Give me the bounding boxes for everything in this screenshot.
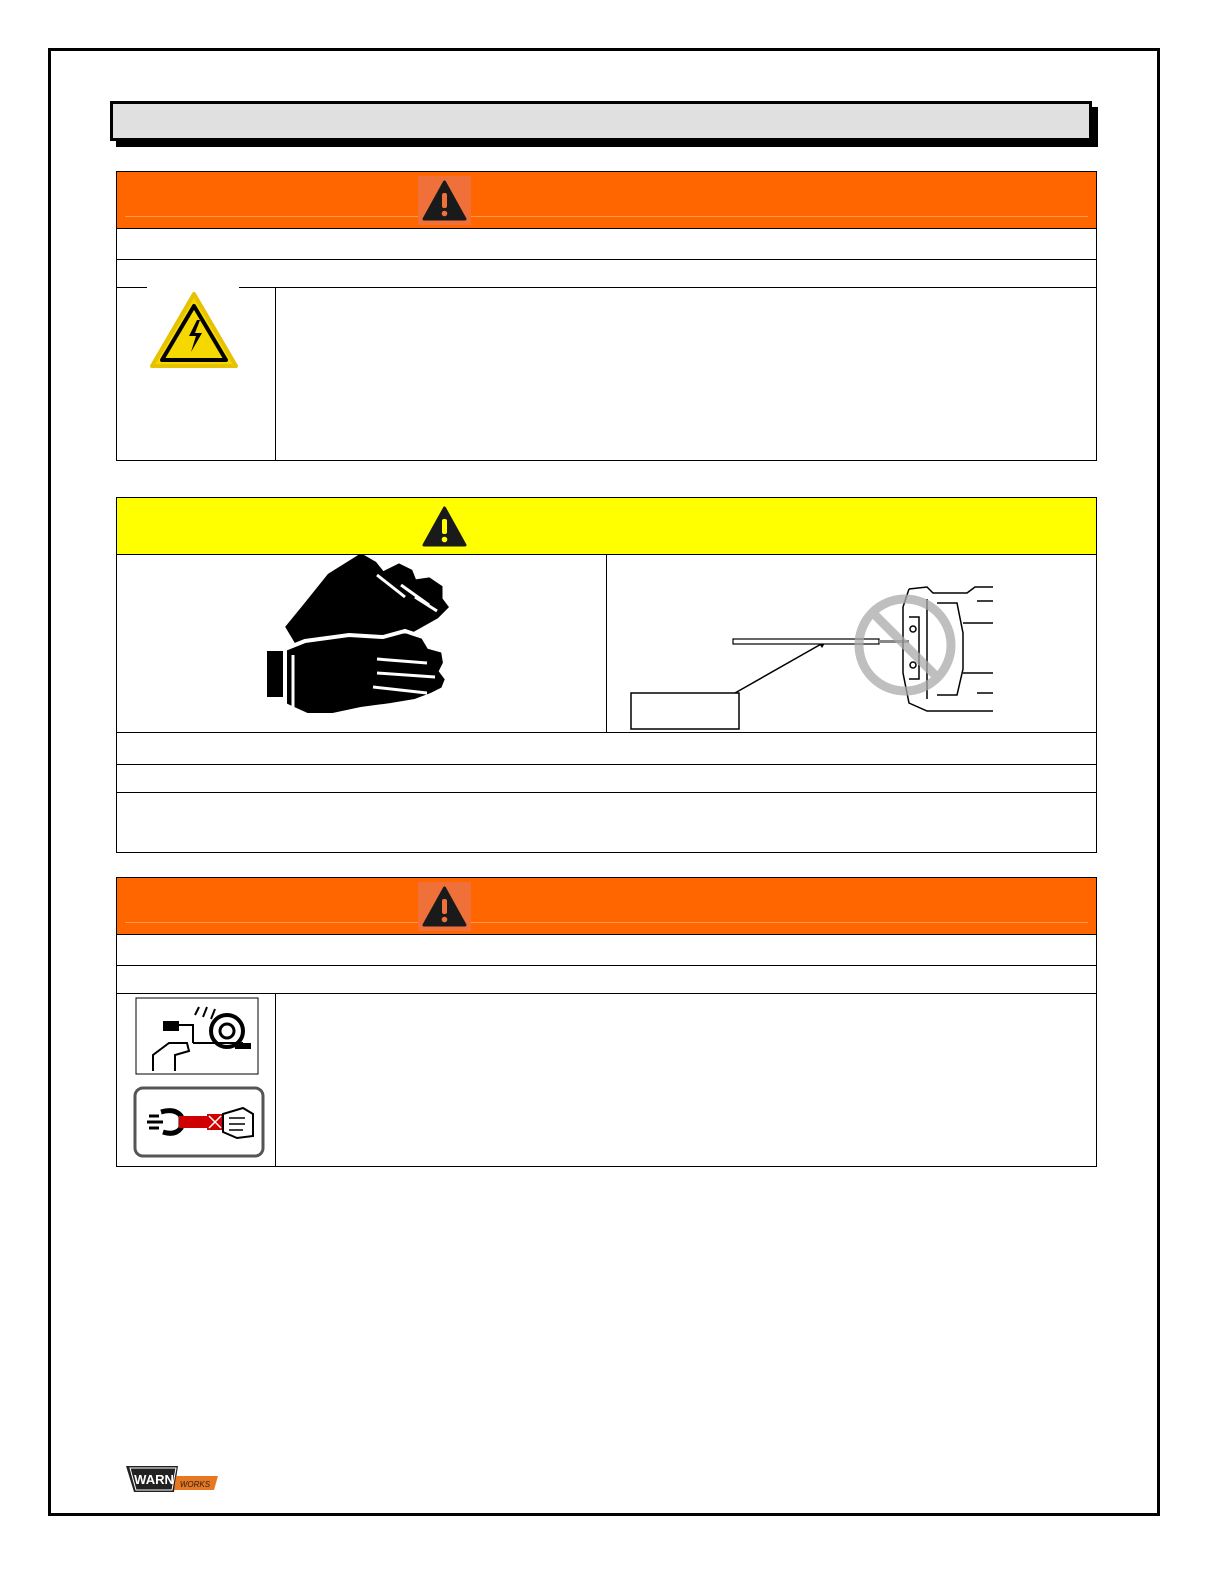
caution-panel-gloves — [116, 497, 1097, 853]
svg-text:WARN: WARN — [134, 1472, 174, 1487]
cable-cell — [607, 555, 1096, 732]
warning-panel-entanglement — [116, 877, 1097, 1167]
svg-text:WORKS: WORKS — [179, 1480, 211, 1489]
warning-title-row — [117, 229, 1096, 260]
warning-icon-cell — [117, 994, 276, 1166]
alert-triangle-icon — [418, 882, 471, 931]
gloves-icon — [265, 555, 455, 727]
warning-header — [117, 172, 1096, 229]
warning-body-row — [117, 288, 1096, 460]
warning-subtitle-row — [117, 966, 1096, 994]
page-title-bar — [110, 101, 1092, 141]
caution-image-row — [117, 555, 1096, 733]
alert-triangle-icon — [418, 502, 471, 551]
electrical-hazard-icon — [147, 290, 241, 370]
caution-header — [117, 498, 1096, 555]
warning-header — [117, 878, 1096, 935]
warning-title-row — [117, 935, 1096, 966]
warning-icon-cell — [117, 288, 276, 460]
warning-text-cell — [276, 288, 1096, 460]
warning-text-cell — [276, 994, 1096, 1166]
caution-body-row — [117, 793, 1096, 852]
hand-hook-icon — [133, 1086, 265, 1158]
warning-body-row — [117, 994, 1096, 1166]
warning-panel-electrical — [116, 171, 1097, 461]
caution-subtitle-row — [117, 765, 1096, 793]
caution-title-row — [117, 733, 1096, 765]
gloves-cell — [117, 555, 607, 732]
warn-works-logo — [126, 1464, 218, 1496]
cable-prohibition-illustration — [627, 583, 997, 733]
hand-entanglement-icon — [135, 997, 259, 1075]
warning-subtitle-row — [117, 260, 1096, 288]
alert-triangle-icon — [418, 176, 471, 225]
